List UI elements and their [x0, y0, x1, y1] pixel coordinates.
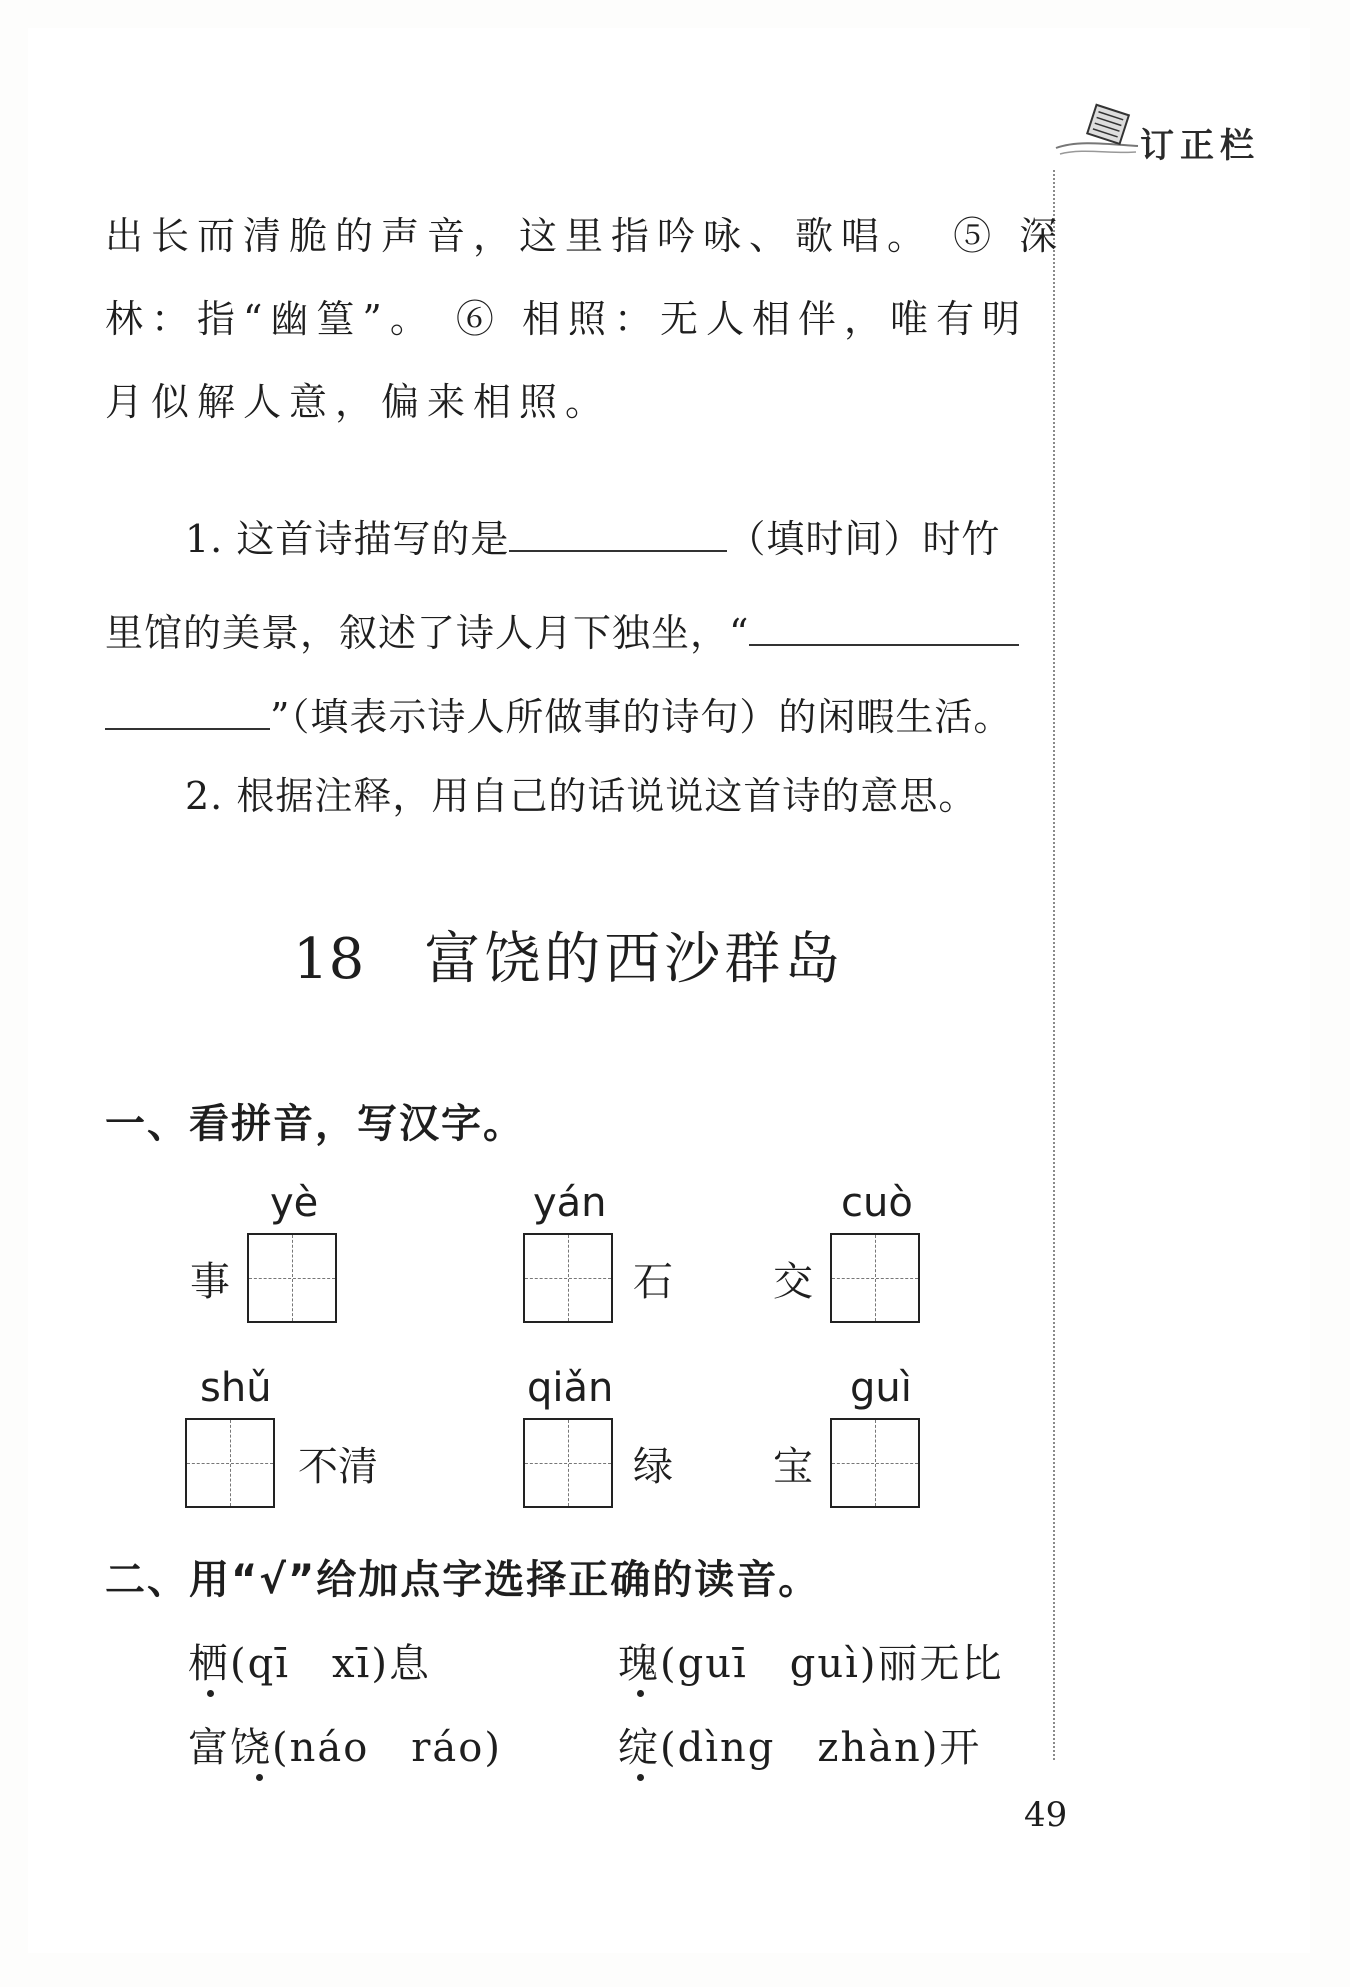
char-write-box-shu[interactable]: [185, 1418, 275, 1508]
pinyin-gui: guì: [850, 1365, 912, 1411]
emphasis-dot: [637, 1690, 644, 1697]
text-buqing: 不清: [298, 1444, 378, 1490]
char-jiao: 交: [773, 1259, 813, 1305]
reading-item-rao[interactable]: 富饶(náo ráo): [188, 1725, 502, 1771]
note-line-1: 出长而清脆的声音，这里指吟咏、歌唱。 ⑤ 深: [105, 214, 1066, 258]
emphasis-dot: [207, 1690, 214, 1697]
reading-item-qi[interactable]: 栖(qī xī)息: [188, 1641, 431, 1687]
lesson-name: 富饶的西沙群岛: [424, 927, 845, 992]
answer-blank-poem-line-b[interactable]: [105, 690, 270, 730]
eraser-icon: [1052, 96, 1142, 166]
page-number: 49: [1024, 1795, 1068, 1835]
question-1-text-b: （填时间）时竹: [727, 517, 1001, 561]
pinyin-qian: qiǎn: [527, 1365, 614, 1411]
note-line-2: 林：指“幽篁”。 ⑥ 相照：无人相伴，唯有明: [105, 297, 1029, 341]
char-write-box-gui[interactable]: [830, 1418, 920, 1508]
char-write-box-ye[interactable]: [247, 1233, 337, 1323]
lesson-title: [293, 915, 844, 995]
char-write-box-yan[interactable]: [523, 1233, 613, 1323]
pinyin-ye: yè: [270, 1180, 319, 1226]
question-1-line-3: [105, 686, 1012, 741]
question-1-line-2: [105, 602, 1019, 657]
reading-item-gui[interactable]: 瑰(guī guì)丽无比: [618, 1641, 1004, 1687]
pinyin-shu: shǔ: [200, 1365, 272, 1411]
answer-blank-time[interactable]: [509, 512, 727, 552]
pinyin-yan: yán: [533, 1180, 607, 1226]
correction-divider: [1053, 170, 1055, 1760]
section-1-heading: 一、看拼音，写汉字。: [105, 1101, 525, 1147]
emphasis-dot: [256, 1774, 263, 1781]
char-write-box-qian[interactable]: [523, 1418, 613, 1508]
question-2: 2. 根据注释，用自己的话说说这首诗的意思。: [185, 774, 978, 818]
emphasis-dot: [637, 1774, 644, 1781]
reading-item-zhan[interactable]: 绽(dìng zhàn)开: [618, 1725, 982, 1771]
question-1-text-a: 1. 这首诗描写的是: [185, 517, 510, 561]
lesson-number: 18: [293, 927, 365, 992]
question-1-text-d: ”（填表示诗人所做事的诗句）的闲暇生活。: [270, 695, 1013, 739]
question-1-line-1: [185, 508, 1000, 563]
note-line-3: 月似解人意，偏来相照。: [105, 380, 612, 424]
char-shi: 事: [190, 1259, 230, 1305]
section-2-heading: 二、用“√”给加点字选择正确的读音。: [105, 1557, 821, 1603]
char-shi-stone: 石: [633, 1259, 673, 1305]
correction-column-label: 订正栏: [1140, 126, 1260, 166]
pinyin-cuo: cuò: [841, 1180, 913, 1226]
char-lv: 绿: [633, 1444, 673, 1490]
answer-blank-poem-line-a[interactable]: [749, 606, 1019, 646]
question-1-text-c: 里馆的美景，叙述了诗人月下独坐，“: [105, 611, 750, 655]
char-write-box-cuo[interactable]: [830, 1233, 920, 1323]
char-bao: 宝: [773, 1444, 813, 1490]
